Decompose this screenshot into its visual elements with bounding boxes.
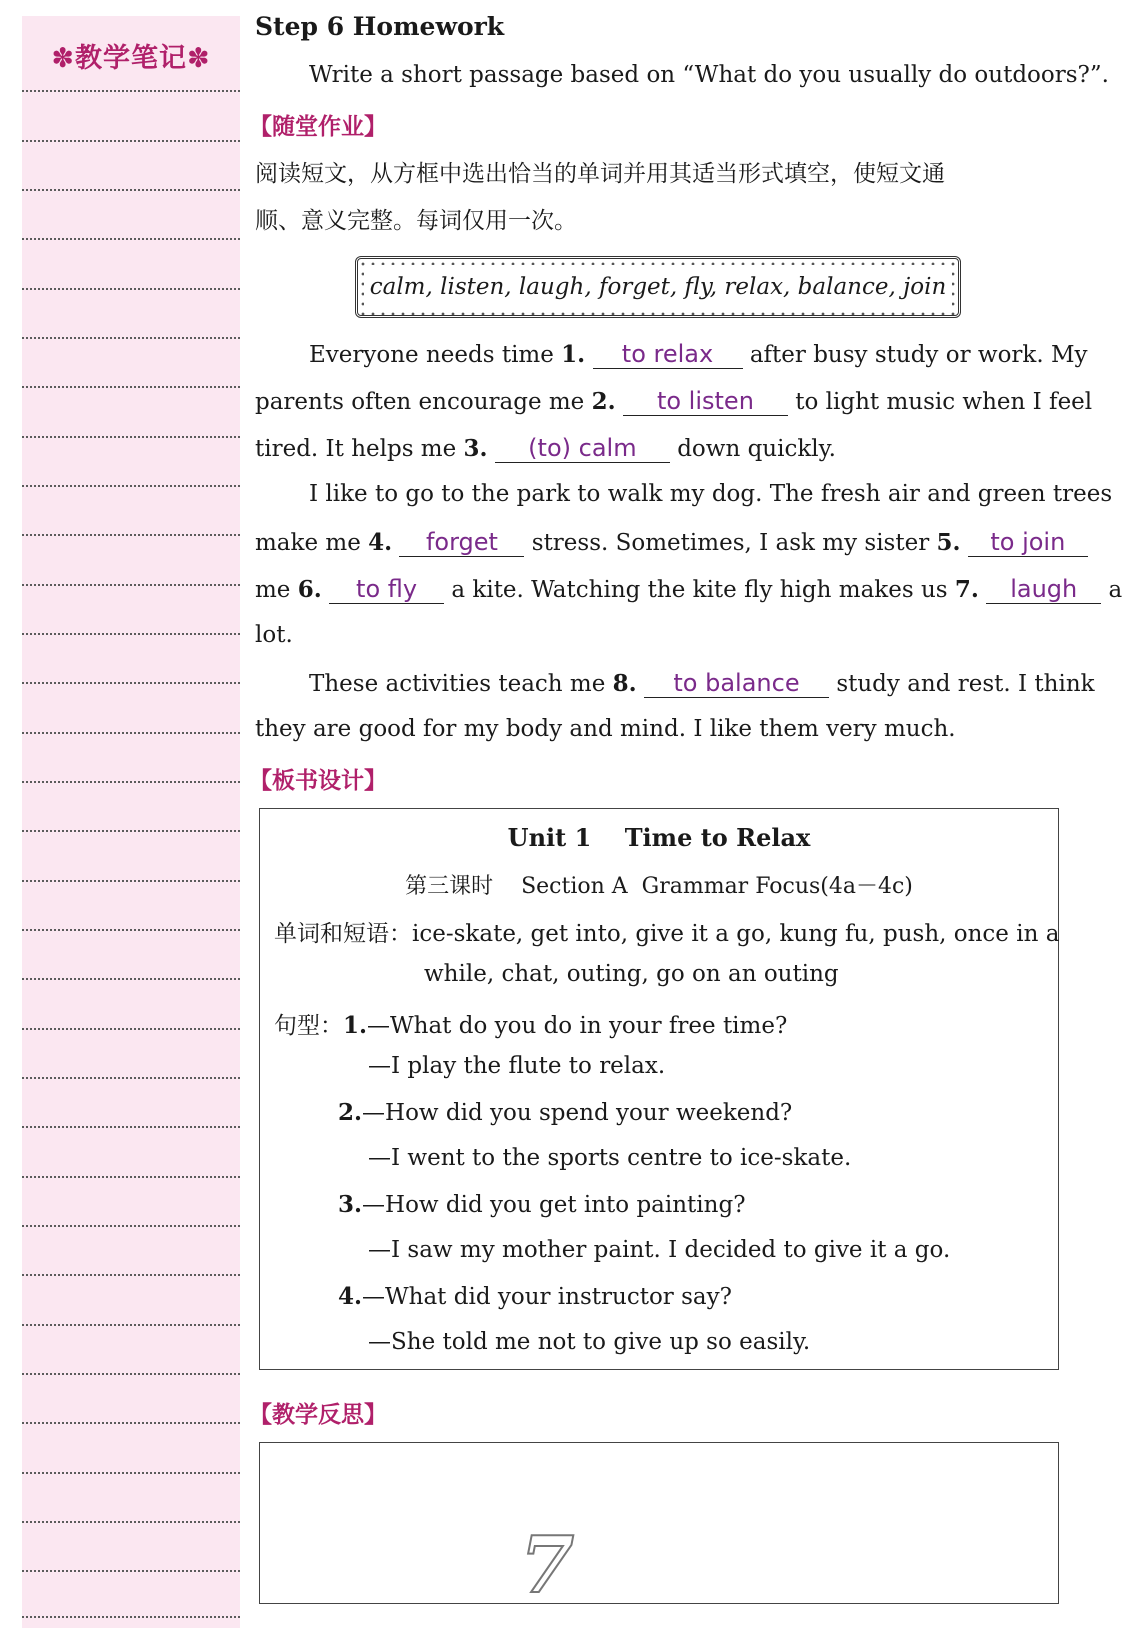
answer-blank-2: to listen <box>623 387 788 416</box>
note-line <box>22 189 240 191</box>
answer-blank-7: laugh <box>986 575 1101 604</box>
answer-blank-3: (to) calm <box>495 434 670 463</box>
answer-blank-5: to join <box>968 528 1088 557</box>
note-line <box>22 633 240 635</box>
passage-line: tired. It helps me 3. (to) calm down quickly. <box>255 434 836 462</box>
board-design-box <box>259 808 1059 1370</box>
note-line <box>22 90 240 92</box>
note-line <box>22 238 240 240</box>
answer-blank-6: to fly <box>329 575 444 604</box>
pattern-answer-3: —I saw my mother paint. I decided to give it a go. <box>368 1237 951 1263</box>
note-line <box>22 386 240 388</box>
word-box <box>355 256 961 318</box>
page-number: 7 <box>520 1520 575 1611</box>
note-line <box>22 1176 240 1178</box>
note-line <box>22 1077 240 1079</box>
note-line <box>22 288 240 290</box>
note-line <box>22 830 240 832</box>
passage-line: Everyone needs time 1. to relax after busy study or work. My <box>309 340 1088 368</box>
note-line <box>22 1373 240 1375</box>
homework-heading: 【随堂作业】 <box>249 114 387 140</box>
note-line <box>22 880 240 882</box>
passage-line: me 6. to fly a kite. Watching the kite fly high makes us 7. laugh a <box>255 575 1122 603</box>
reflection-box <box>259 1442 1059 1604</box>
note-line <box>22 682 240 684</box>
note-line <box>22 1126 240 1128</box>
answer-blank-8: to balance <box>644 669 829 698</box>
pattern-line-2: 2.—How did you spend your weekend? <box>338 1099 793 1126</box>
reflection-heading: 【教学反思】 <box>249 1402 387 1428</box>
note-line <box>22 1028 240 1030</box>
note-line <box>22 485 240 487</box>
passage-line: parents often encourage me 2. to listen to light music when I feel <box>255 387 1093 415</box>
vocab-line-2: while, chat, outing, go on an outing <box>424 961 839 987</box>
passage-line: they are good for my body and mind. I like them very much. <box>255 716 956 742</box>
pattern-answer-1: —I play the flute to relax. <box>368 1053 666 1079</box>
answer-blank-4: forget <box>399 528 524 557</box>
step-text: Write a short passage based on “What do you usually do outdoors?”. <box>309 62 1109 88</box>
lesson-title: 第三课时 Section A Grammar Focus(4a－4c) <box>405 874 913 899</box>
instruction-line-2: 顺、意义完整。每词仅用一次。 <box>255 208 577 234</box>
note-line <box>22 1521 240 1523</box>
note-line <box>22 1225 240 1227</box>
unit-title: Unit 1 Time to Relax <box>507 823 811 852</box>
instruction-line-1: 阅读短文，从方框中选出恰当的单词并用其适当形式填空，使短文通 <box>255 161 945 187</box>
pattern-line-3: 3.—How did you get into painting? <box>338 1191 746 1218</box>
pattern-line-1: 句型：1.—What do you do in your free time? <box>274 1012 788 1039</box>
sidebar-title: ✽教学笔记✽ <box>51 43 211 74</box>
passage-line: make me 4. forget stress. Sometimes, I ask my sister 5. to join <box>255 528 1088 557</box>
note-line <box>22 978 240 980</box>
note-line <box>22 534 240 536</box>
note-line <box>22 781 240 783</box>
note-line <box>22 1422 240 1424</box>
notes-sidebar <box>22 16 240 1628</box>
note-line <box>22 1324 240 1326</box>
note-line <box>22 337 240 339</box>
step-title: Step 6 Homework <box>255 12 505 41</box>
pattern-line-4: 4.—What did your instructor say? <box>338 1283 732 1310</box>
pattern-answer-2: —I went to the sports centre to ice-skate. <box>368 1145 852 1171</box>
passage-line: These activities teach me 8. to balance study and rest. I think <box>309 669 1095 697</box>
note-line <box>22 1616 240 1618</box>
passage-line: lot. <box>255 622 293 648</box>
note-line <box>22 929 240 931</box>
note-line <box>22 436 240 438</box>
board-heading: 【板书设计】 <box>249 768 387 794</box>
passage-line: I like to go to the park to walk my dog. The fresh air and green trees <box>309 481 1113 507</box>
word-box-text: calm, listen, laugh, forget, fly, relax, balance, join <box>364 265 952 309</box>
note-line <box>22 1274 240 1276</box>
note-line <box>22 584 240 586</box>
note-line <box>22 140 240 142</box>
vocab-line-1: 单词和短语：ice-skate, get into, give it a go, kung fu, push, once in a <box>274 921 1060 947</box>
pattern-answer-4: —She told me not to give up so easily. <box>368 1329 811 1355</box>
note-line <box>22 732 240 734</box>
answer-blank-1: to relax <box>593 340 743 369</box>
note-line <box>22 1570 240 1572</box>
note-line <box>22 1472 240 1474</box>
